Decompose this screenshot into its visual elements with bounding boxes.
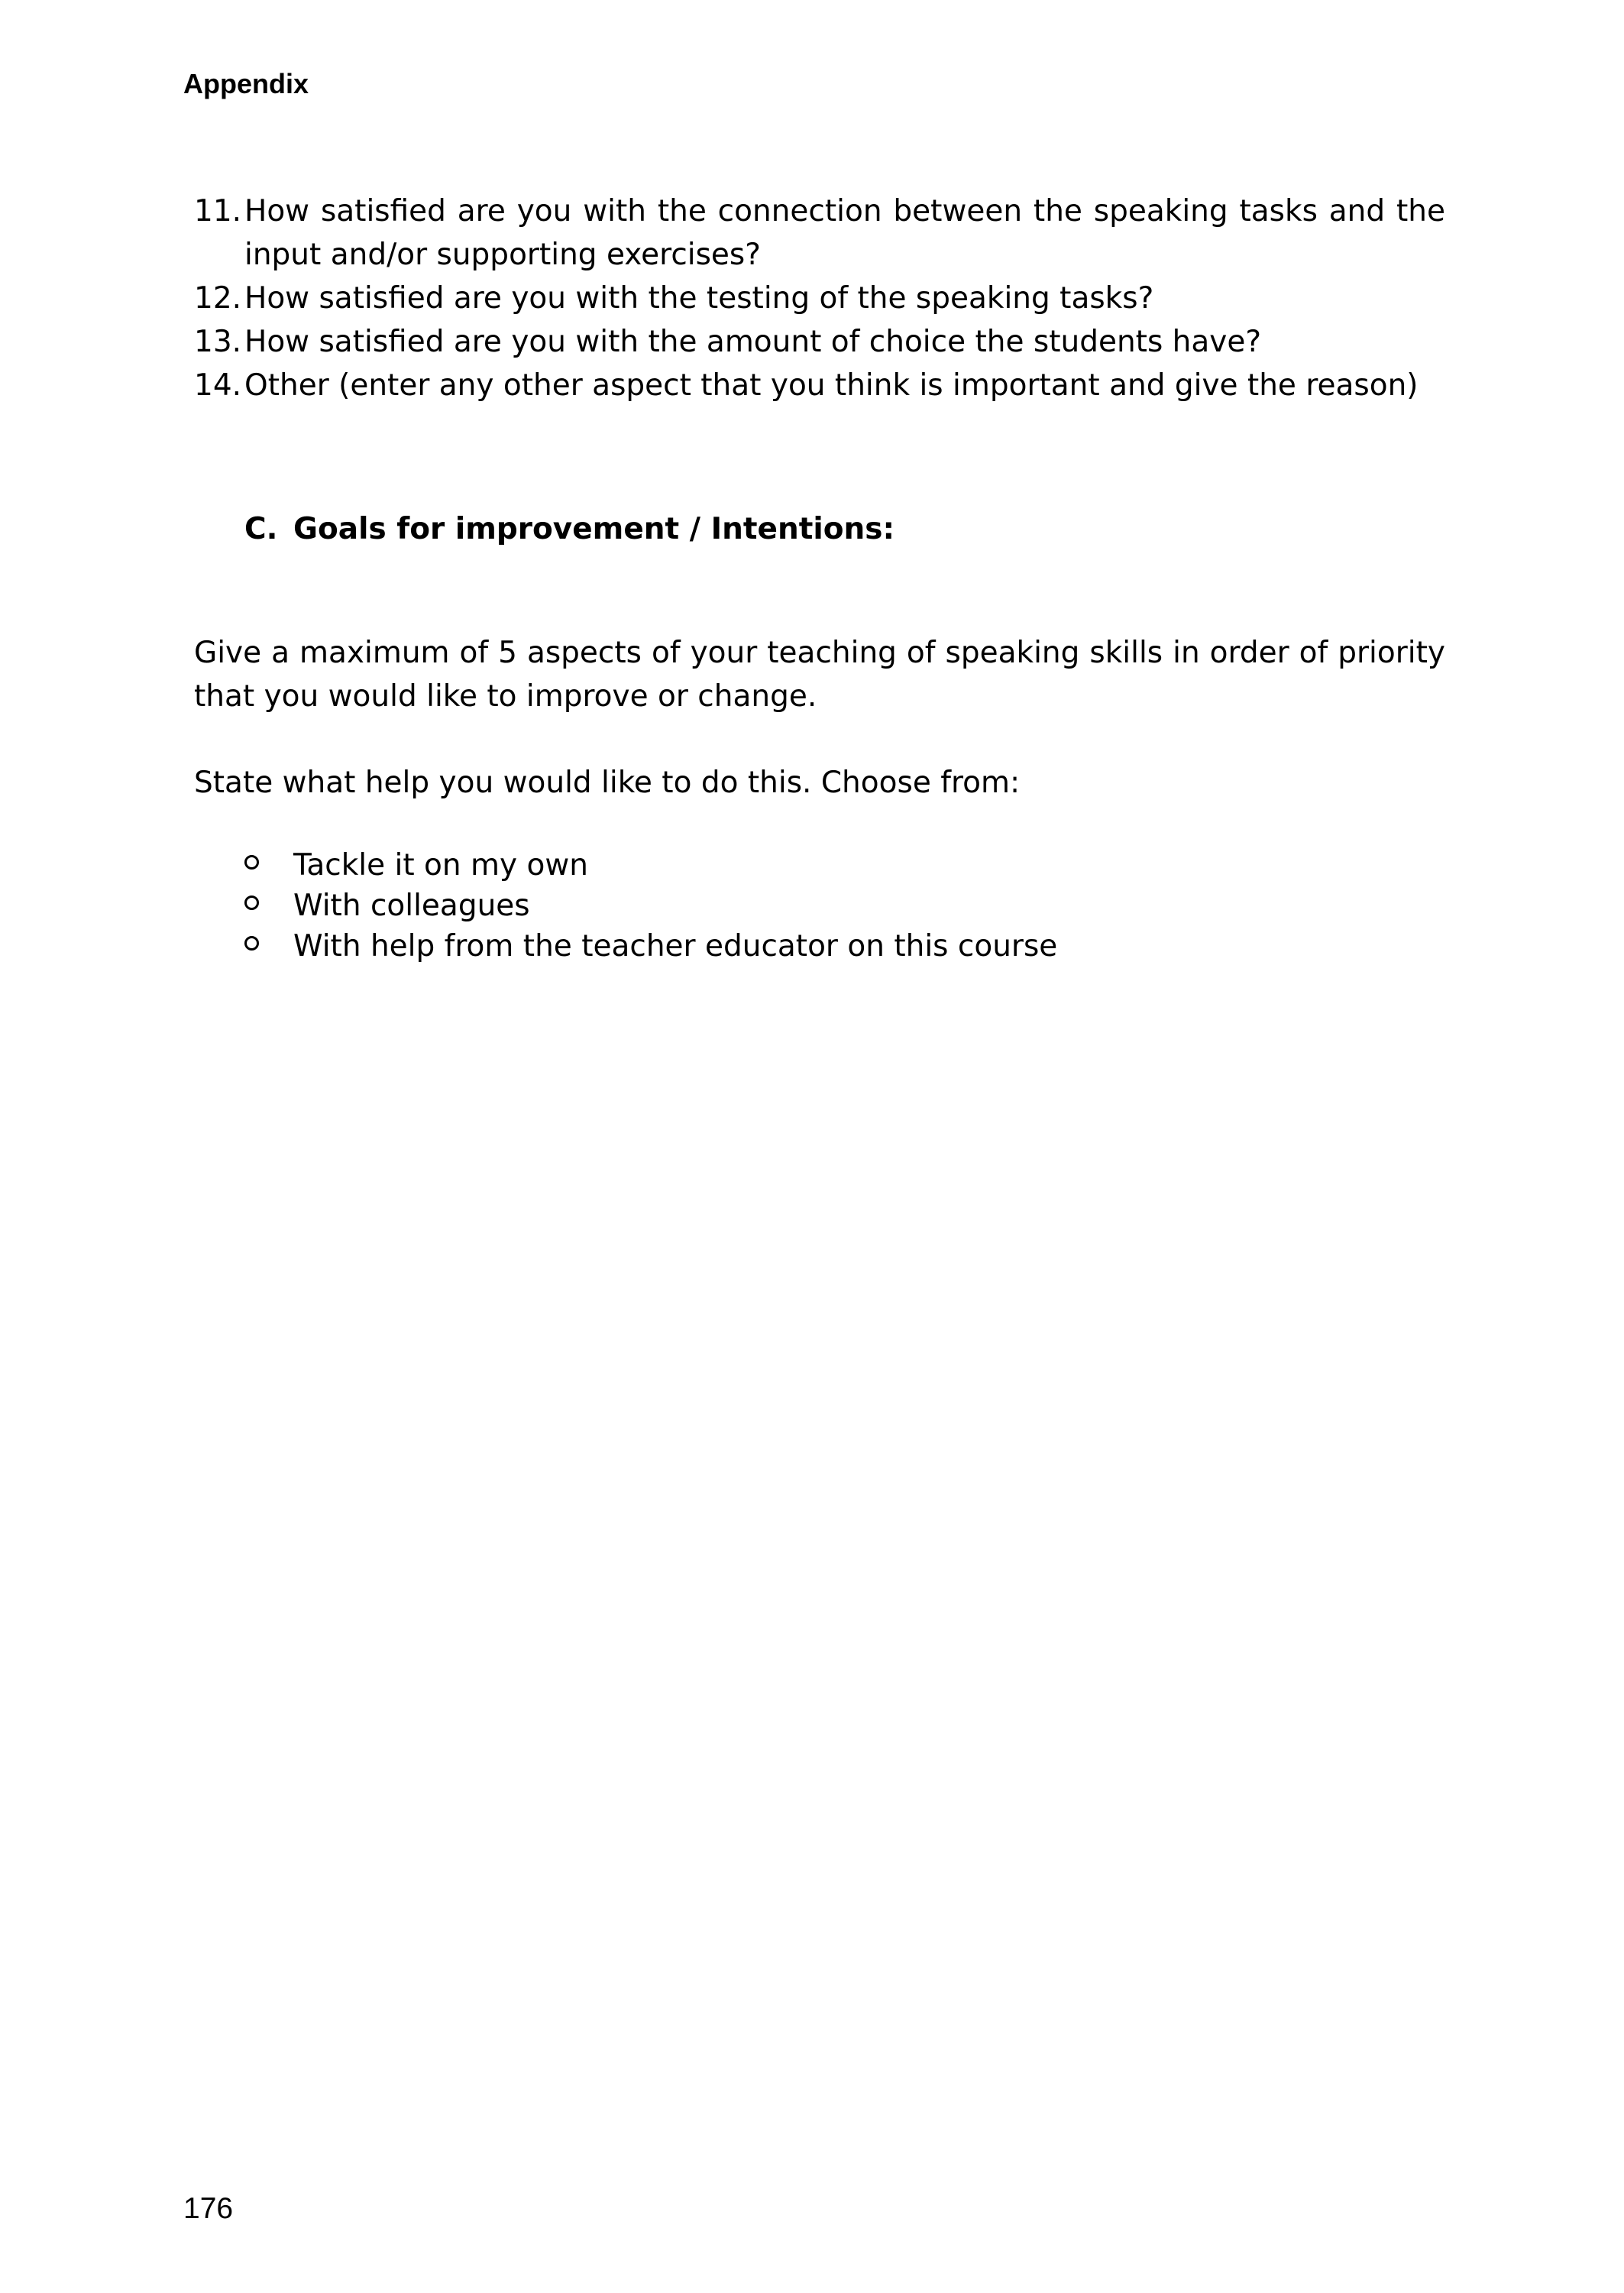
question-list bbox=[194, 189, 1445, 407]
running-head: Appendix bbox=[183, 68, 309, 99]
question-item bbox=[194, 277, 1445, 320]
question-item bbox=[194, 364, 1445, 407]
question-number: 14. bbox=[194, 368, 242, 403]
question-item bbox=[194, 320, 1445, 364]
section-letter: C. bbox=[244, 512, 278, 546]
question-text: Other (enter any other aspect that you think is important and give the reason) bbox=[244, 368, 1419, 403]
section-heading bbox=[244, 507, 894, 551]
question-number: 12. bbox=[194, 281, 242, 316]
question-number: 11. bbox=[194, 194, 242, 228]
help-option bbox=[244, 886, 1057, 926]
circle-bullet-icon bbox=[244, 896, 259, 910]
circle-bullet-icon bbox=[244, 855, 259, 870]
page-number: 176 bbox=[183, 2192, 234, 2225]
question-item bbox=[194, 189, 1445, 277]
help-option-text: Tackle it on my own bbox=[293, 848, 588, 883]
circle-bullet-icon bbox=[244, 936, 259, 951]
question-number: 13. bbox=[194, 325, 242, 359]
help-options-list bbox=[244, 845, 1057, 967]
section-title: Goals for improvement / Intentions: bbox=[293, 512, 895, 546]
instruction-paragraph: Give a maximum of 5 aspects of your teaching of speaking skills in order of priority that you would like to improve or change. bbox=[194, 636, 1445, 714]
help-prompt-paragraph: State what help you would like to do this. Choose from: bbox=[194, 766, 1021, 800]
help-option-text: With help from the teacher educator on this course bbox=[293, 929, 1058, 964]
question-text: How satisfied are you with the connection between the speaking tasks and the input and/or supporting exercises? bbox=[244, 194, 1445, 272]
help-option bbox=[244, 845, 1057, 886]
question-text: How satisfied are you with the amount of choice the students have? bbox=[244, 325, 1262, 359]
help-option bbox=[244, 926, 1057, 967]
question-text: How satisfied are you with the testing of the speaking tasks? bbox=[244, 281, 1154, 316]
help-option-text: With colleagues bbox=[293, 889, 530, 923]
